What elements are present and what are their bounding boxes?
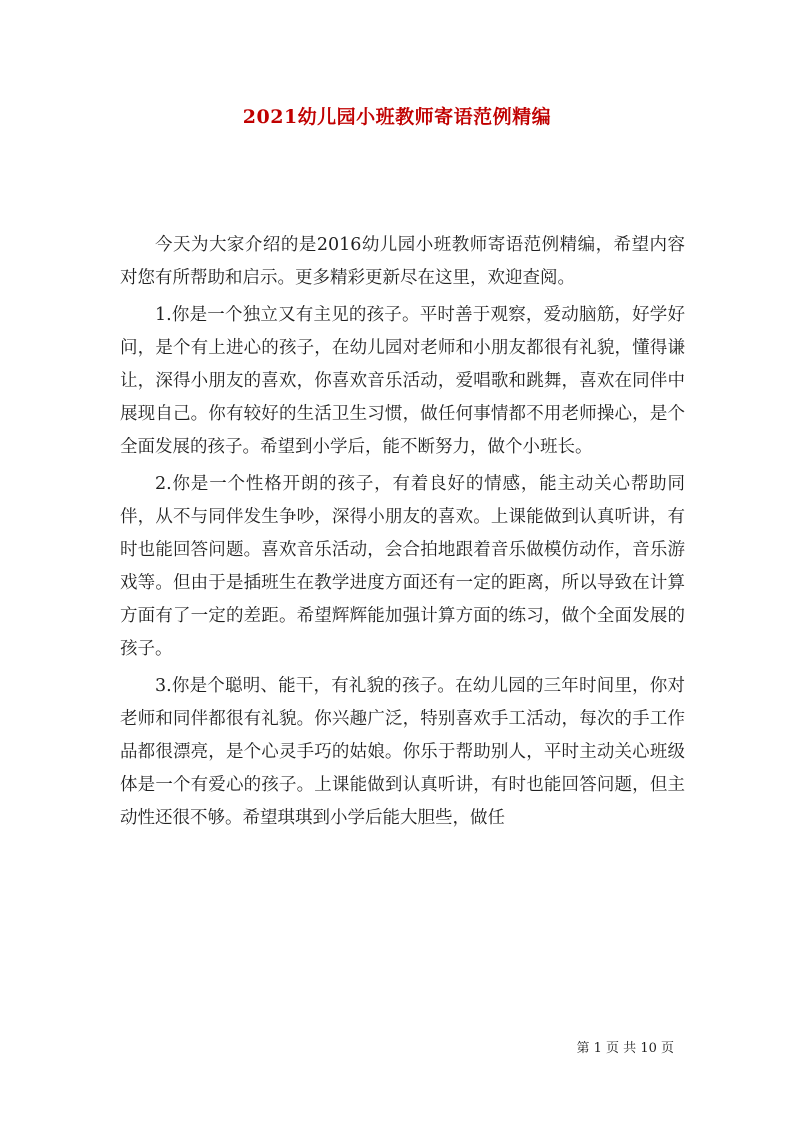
- paragraph-3: 3.你是个聪明、能干，有礼貌的孩子。在幼儿园的三年时间里，你对老师和同伴都很有礼貌。你兴趣广泛，特别喜欢手工活动，每次的手工作品都很漂亮，是个心灵手巧的姑娘。你乐于帮助别人，平时主动关心班级体是一个有爱心的孩子。上课能做到认真听讲，有时也能回答问题，但主动性还很不够。希望琪琪到小学后能大胆些，做任: [120, 676, 685, 828]
- paragraph-1: 1.你是一个独立又有主见的孩子。平时善于观察，爱动脑筋，好学好问，是个有上进心的孩子，在幼儿园对老师和小朋友都很有礼貌，懂得谦让，深得小朋友的喜欢，你喜欢音乐活动，爱唱歌和跳舞，喜欢在同伴中展现自己。你有较好的生活卫生习惯，做任何事情都不用老师操心，是个全面发展的孩子。希望到小学后，能不断努力，做个小班长。: [120, 305, 685, 457]
- document-body: [120, 229, 685, 835]
- paragraph-intro: 今天为大家介绍的是2016幼儿园小班教师寄语范例精编，希望内容对您有所帮助和启示。更多精彩更新尽在这里，欢迎查阅。: [120, 235, 685, 288]
- page-number-footer: 第 1 页 共 10 页: [576, 1041, 674, 1056]
- paragraph-2: 2.你是一个性格开朗的孩子，有着良好的情感，能主动关心帮助同伴，从不与同伴发生争吵，深得小朋友的喜欢。上课能做到认真听讲，有时也能回答问题。喜欢音乐活动，会合拍地跟着音乐做模仿动作，音乐游戏等。但由于是插班生在教学进度方面还有一定的距离，所以导致在计算方面有了一定的差距。希望辉辉能加强计算方面的练习，做个全面发展的孩子。: [120, 474, 685, 659]
- document-title: 2021幼儿园小班教师寄语范例精编: [242, 106, 552, 128]
